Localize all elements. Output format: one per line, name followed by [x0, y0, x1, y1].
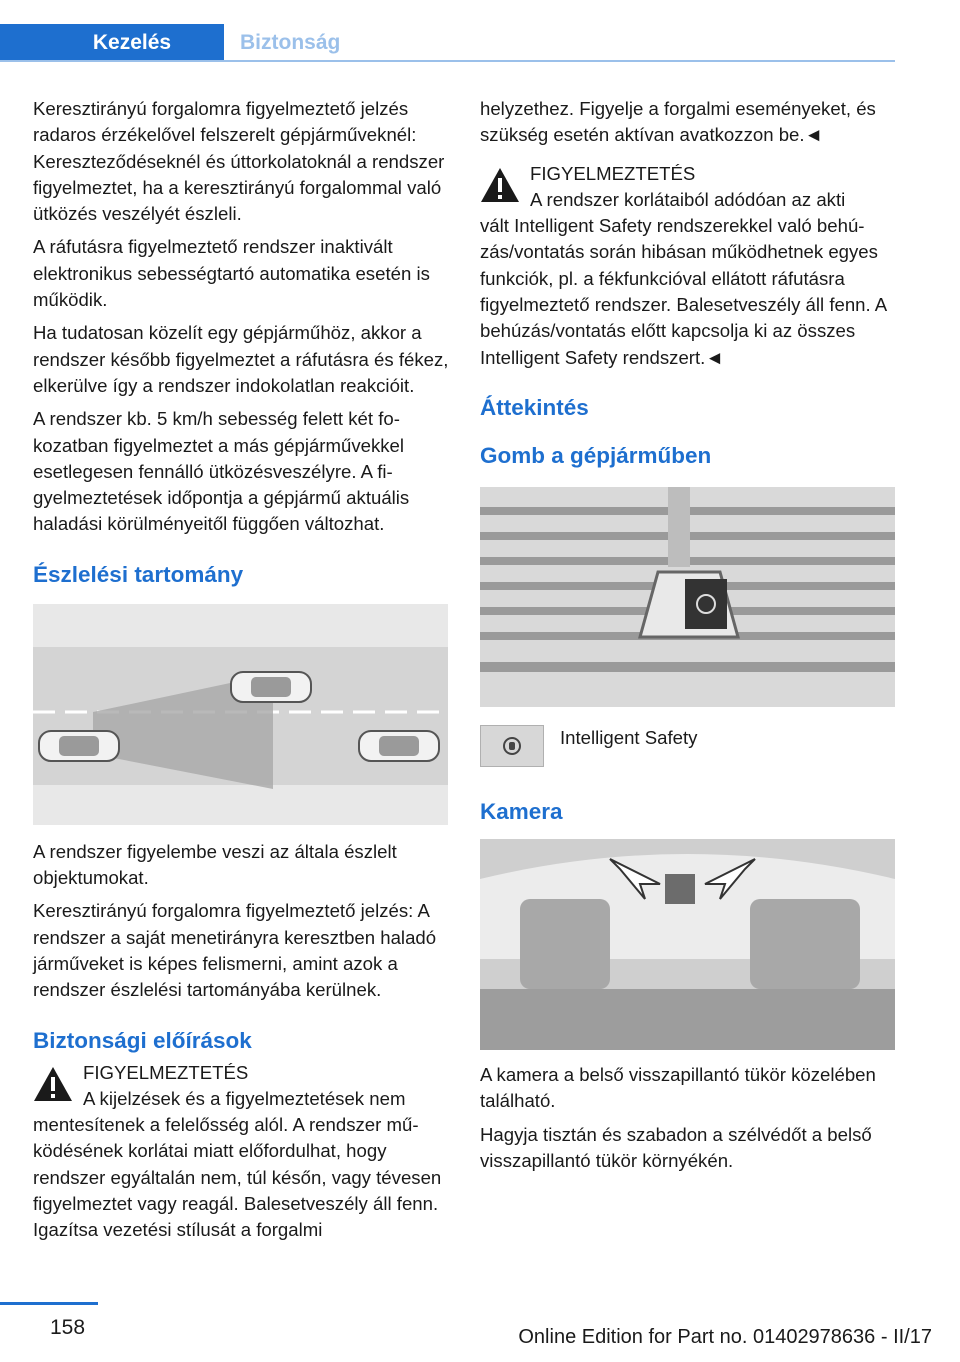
heading-button-in-vehicle: Gomb a gépjárműben	[480, 442, 712, 468]
paragraph-camera-location: A kamera a belső visszapillantó tükör közelében található.	[480, 1063, 876, 1112]
warning-title: FIGYELMEZTETÉS	[83, 1061, 249, 1083]
paragraph-cross-detect: Keresztirányú forgalomra figyelmeztető jelzés: A rendszer a saját menetirányra keresztben haladó járműveket is képes felismerni, amint azok a rendszer észlelési tartományába kerülnek.	[33, 900, 437, 1001]
tab-divider	[0, 60, 895, 62]
heading-overview: Áttekintés	[480, 394, 589, 420]
button-label: Intelligent Safety	[560, 726, 698, 748]
heading-detection-range: Észlelési tartomány	[33, 561, 244, 587]
intelligent-safety-button-icon	[480, 725, 544, 767]
paragraph-cross-traffic: Keresztirányú forgalomra figyelmeztető jelzés radaros érzékelővel felszerelt gépjárműveknél: Kereszteződéseknél és úttorkolatoknál a rendszer figyelmeztet, ha a keresztirányú forgalommal való ütközés veszélyét észleli.	[33, 98, 445, 225]
heading-safety: Biztonsági előírások	[33, 1027, 252, 1053]
section-tabs	[0, 0, 895, 62]
button-legend	[480, 725, 898, 767]
warning-triangle-icon	[480, 167, 520, 203]
car-left-icon	[39, 731, 119, 761]
camera-illustration	[480, 839, 895, 1050]
warning-text: mentesítenek a felelősség alól. A rendszer működésének korlátai miatt előfordulhat, hogy rendszer egyáltalán nem, túl későn, vagy tévesen figyelmeztet vagy reagál. Balesetveszély áll fenn. Igazítsa vezetési stílusát a forgalmi	[33, 1114, 442, 1241]
page-number: 158	[50, 1316, 86, 1339]
left-column	[33, 96, 451, 1244]
warning-title: FIGYELMEZTETÉS	[530, 162, 696, 184]
warning-block-2	[480, 161, 898, 214]
paragraph-approach: Ha tudatosan közelít egy gépjárműhöz, akkor a rendszer később figyelmeztet a ráfutásra és fékez, elkerülve így a rendszer indokolatlan reakcióit.	[33, 322, 449, 396]
car-own-icon	[359, 731, 439, 761]
warning-text: vált Intelligent Safety rendszerekkel való behúzás/vontatás során hibásan működhetnek egyes funkciók, pl. a fékfunkcióval ellátott ráfutásra figyelmeztető rendszer. Balesetveszély áll fenn. A behúzás/vontatás előtt kapcsolja ki az összes Intelligent Safety rendszert.◄	[480, 215, 887, 368]
warning-first-line: A rendszer korlátaiból adódóan az akti	[530, 188, 846, 210]
tab-biztonsag[interactable]: Biztonság	[240, 31, 341, 54]
footer-accent-line	[0, 1302, 98, 1305]
paragraph-two-stage: A rendszer kb. 5 km/h sebesség felett két fokozatban figyelmeztet a más gépjárművekkel esetlegesen fennálló ütközésveszélyre. A figyelmeztetések időpontja a gépjármű aktuális haladási körülményeitől függően változhat.	[33, 408, 410, 535]
car-front-icon	[231, 672, 311, 702]
edition-footer: Online Edition for Part no. 01402978636 - II/17	[518, 1326, 932, 1348]
paragraph-inactive-cruise: A ráfutásra figyelmeztető rendszer inaktivált elektronikus sebességtartó automatika esetén is működik.	[33, 236, 430, 311]
warning-block-1	[33, 1060, 451, 1113]
detection-range-figure	[33, 604, 448, 825]
warning-triangle-icon	[33, 1066, 73, 1102]
detection-range-illustration	[33, 604, 448, 825]
paragraph-detected-objects: A rendszer figyelembe veszi az általa észlelt objektumokat.	[33, 840, 397, 889]
vent-illustration	[480, 487, 895, 707]
warning-first-line: A kijelzések és a figyelmeztetések nem	[83, 1087, 406, 1109]
right-column	[480, 96, 898, 1181]
camera-photo	[480, 839, 895, 1050]
heading-camera: Kamera	[480, 798, 563, 824]
button-photo	[480, 487, 895, 707]
paragraph-camera-keep-clean: Hagyja tisztán és szabadon a szélvédőt a belső visszapillantó tükör környékén.	[480, 1123, 872, 1171]
paragraph-continuation: helyzethez. Figyelje a forgalmi eseményeket, és szükség esetén aktívan avatkozzon be.◄	[480, 98, 876, 146]
tab-kezeles[interactable]: Kezelés	[0, 24, 224, 62]
